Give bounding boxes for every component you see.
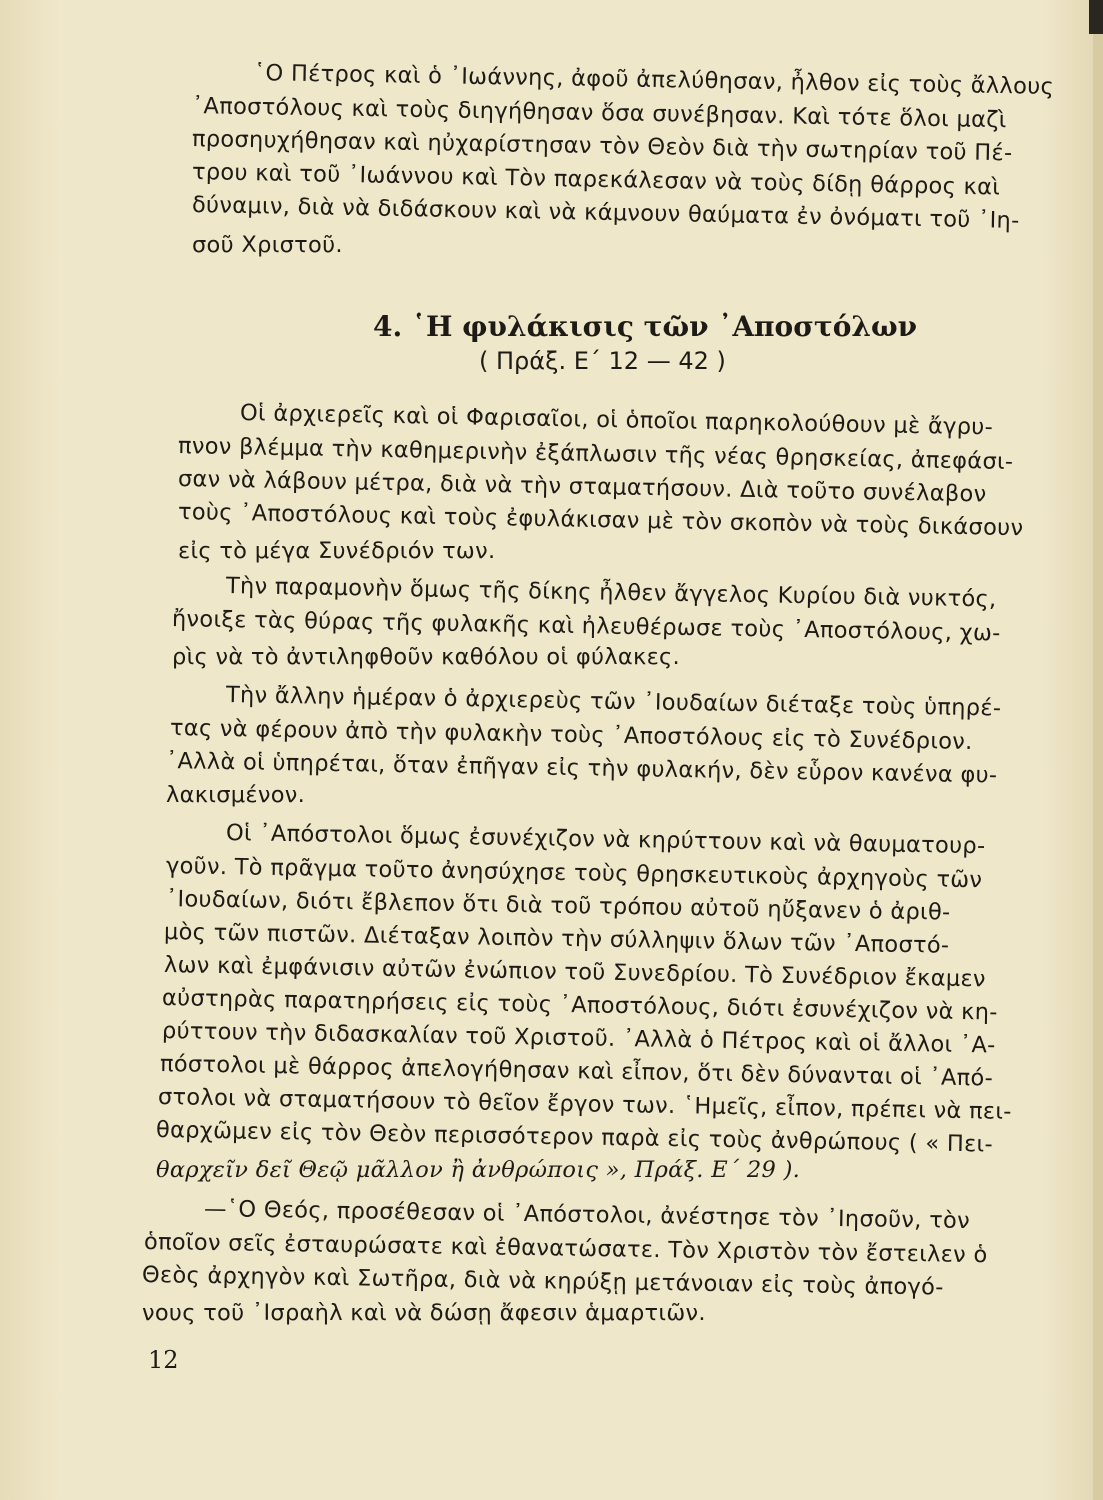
body-line: ᾽Αλλὰ οἱ ὑπηρέται, ὅταν ἐπῆγαν εἰς τὴν φυλακήν, δὲν εὗρον κανένα φυ- [165,748,998,789]
body-line: —῾Ο Θεός, προσέθεσαν οἱ ᾽Απόστολοι, ἀνέστησε τὸν ᾽Ιησοῦν, τὸν [203,1196,971,1235]
intro-line: ῾Ο Πέτρος καὶ ὁ ᾽Ιωάννης, ἀφοῦ ἀπελύθησαν, ἦλθον εἰς τοὺς ἄλλους [253,60,1055,100]
intro-line: δύναμιν, διὰ νὰ διδάσκουν καὶ νὰ κάμνουν θαύματα ἐν ὀνόματι τοῦ ᾽Ιη- [191,192,1020,234]
intro-line: τρου καὶ τοῦ ᾽Ιωάννου καὶ Τὸν παρεκάλεσαν νὰ τοὺς δίδῃ θάρρος καὶ [191,159,1001,201]
body-line: λακισμένον. [166,782,306,808]
section-reference: ( Πράξ. Ε΄ 12 — 42 ) [479,347,726,375]
intro-line: σοῦ Χριστοῦ. [192,232,343,258]
body-line: Θεὸς ἀρχηγὸν καὶ Σωτῆρα, διὰ νὰ κηρύξῃ μετάνοιαν εἰς τοὺς ἀπογό- [141,1262,944,1301]
page-number: 12 [148,1346,179,1374]
body-line: αὐστηρὰς παρατηρήσεις εἰς τοὺς ᾽Αποστόλους, διότι ἐσυνέχιζον νὰ κη- [161,985,998,1026]
body-line: Τὴν παραμονὴν ὅμως τῆς δίκης ἦλθεν ἄγγελος Κυρίου διὰ νυκτός, [225,573,997,613]
body-line: πόστολοι μὲ θάρρος ἀπελογήθησαν καὶ εἶπον, ὅτι δὲν δύνανται οἱ ᾽Από- [159,1051,994,1092]
body-line: νους τοῦ ᾽Ισραὴλ καὶ νὰ δώσῃ ἄφεσιν ἁμαρτιῶν. [142,1300,706,1326]
body-line: θαρχεῖν δεῖ Θεῷ μᾶλλον ἢ ἀνθρώποις », Πράξ. Ε΄ 29 ). [156,1157,801,1183]
body-line: Τὴν ἄλλην ἡμέραν ὁ ἀρχιερεὺς τῶν ᾽Ιουδαίων διέταξε τοὺς ὑπηρέ- [225,682,1002,722]
body-line: ρὶς νὰ τὸ ἀντιληφθοῦν καθόλου οἱ φύλακες. [172,644,681,670]
body-line: Οἱ ἀρχιερεῖς καὶ οἱ Φαρισαῖοι, οἱ ὁποῖοι παρηκολούθουν μὲ ἄγρυ- [239,400,994,441]
body-line: μὸς τῶν πιστῶν. Διέταξαν λοιπὸν τὴν σύλληψιν ὅλων τῶν ᾽Αποστό- [163,919,950,959]
intro-line: προσηυχήθησαν καὶ ηὐχαρίστησαν τὸν Θεὸν διὰ τὴν σωτηρίαν τοῦ Πέ- [191,126,1013,167]
page-edge [1093,0,1103,1500]
body-line: τοὺς ᾽Αποστόλους καὶ τοὺς ἐφυλάκισαν μὲ τὸν σκοπὸν νὰ τοὺς δικάσουν [177,499,1024,542]
body-line: εἰς τὸ μέγα Συνέδριόν των. [178,538,496,564]
body-line: τας νὰ φέρουν ἀπὸ τὴν φυλακὴν τοὺς ᾽Αποστόλους εἰς τὸ Συνέδριον. [169,715,973,756]
body-line: Οἱ ᾽Απόστολοι ὅμως ἐσυνέχιζον νὰ κηρύττουν καὶ νὰ θαυματουρ- [225,820,986,860]
body-line: θαρχῶμεν εἰς τὸν Θεὸν περισσότερον παρὰ εἰς τοὺς ἀνθρώπους ( « Πει- [155,1117,994,1158]
body-line: ρύττουν τὴν διδασκαλίαν τοῦ Χριστοῦ. ᾽Αλλὰ ὁ Πέτρος καὶ οἱ ἄλλοι ᾽Α- [161,1018,996,1059]
intro-line: ᾽Αποστόλους καὶ τοὺς διηγήθησαν ὅσα συνέβησαν. Καὶ τότε ὅλοι μαζὶ [191,93,1007,134]
body-line: στολοι νὰ σταματήσουν τὸ θεῖον ἔργον των. ῾Ημεῖς, εἶπον, πρέπει νὰ πει- [157,1084,1012,1125]
body-line: γοῦν. Τὸ πρᾶγμα τοῦτο ἀνησύχησε τοὺς θρησκευτικοὺς ἀρχηγοὺς τῶν [165,853,983,894]
body-line: ᾽Ιουδαίων, διότι ἔβλεπον ὅτι διὰ τοῦ τρόπου αὐτοῦ ηὔξανεν ὁ ἀριθ- [165,886,951,926]
body-line: σαν νὰ λάβουν μέτρα, διὰ νὰ τὴν σταματήσουν. Διὰ τοῦτο συνέλαβον [177,466,987,508]
body-line: ὁποῖον σεῖς ἐσταυρώσατε καὶ ἐθανατώσατε. Τὸν Χριστὸν τὸν ἔστειλεν ὁ [143,1229,988,1269]
scan-corner-mark [1089,0,1103,34]
body-line: πνον βλέμμα τὴν καθημερινὴν ἐξάπλωσιν τῆς νέας θρησκείας, ἀπεφάσι- [177,433,1014,476]
body-line: λων καὶ ἐμφάνισιν αὐτῶν ἐνώπιον τοῦ Συνεδρίου. Τὸ Συνέδριον ἔκαμεν [163,952,987,993]
body-line: ἤνοιξε τὰς θύρας τῆς φυλακῆς καὶ ἠλευθέρωσε τοὺς ᾽Αποστόλους, χω- [171,606,1001,647]
section-title: 4. ῾Η φυλάκισις τῶν ᾽Αποστόλων [373,310,918,343]
